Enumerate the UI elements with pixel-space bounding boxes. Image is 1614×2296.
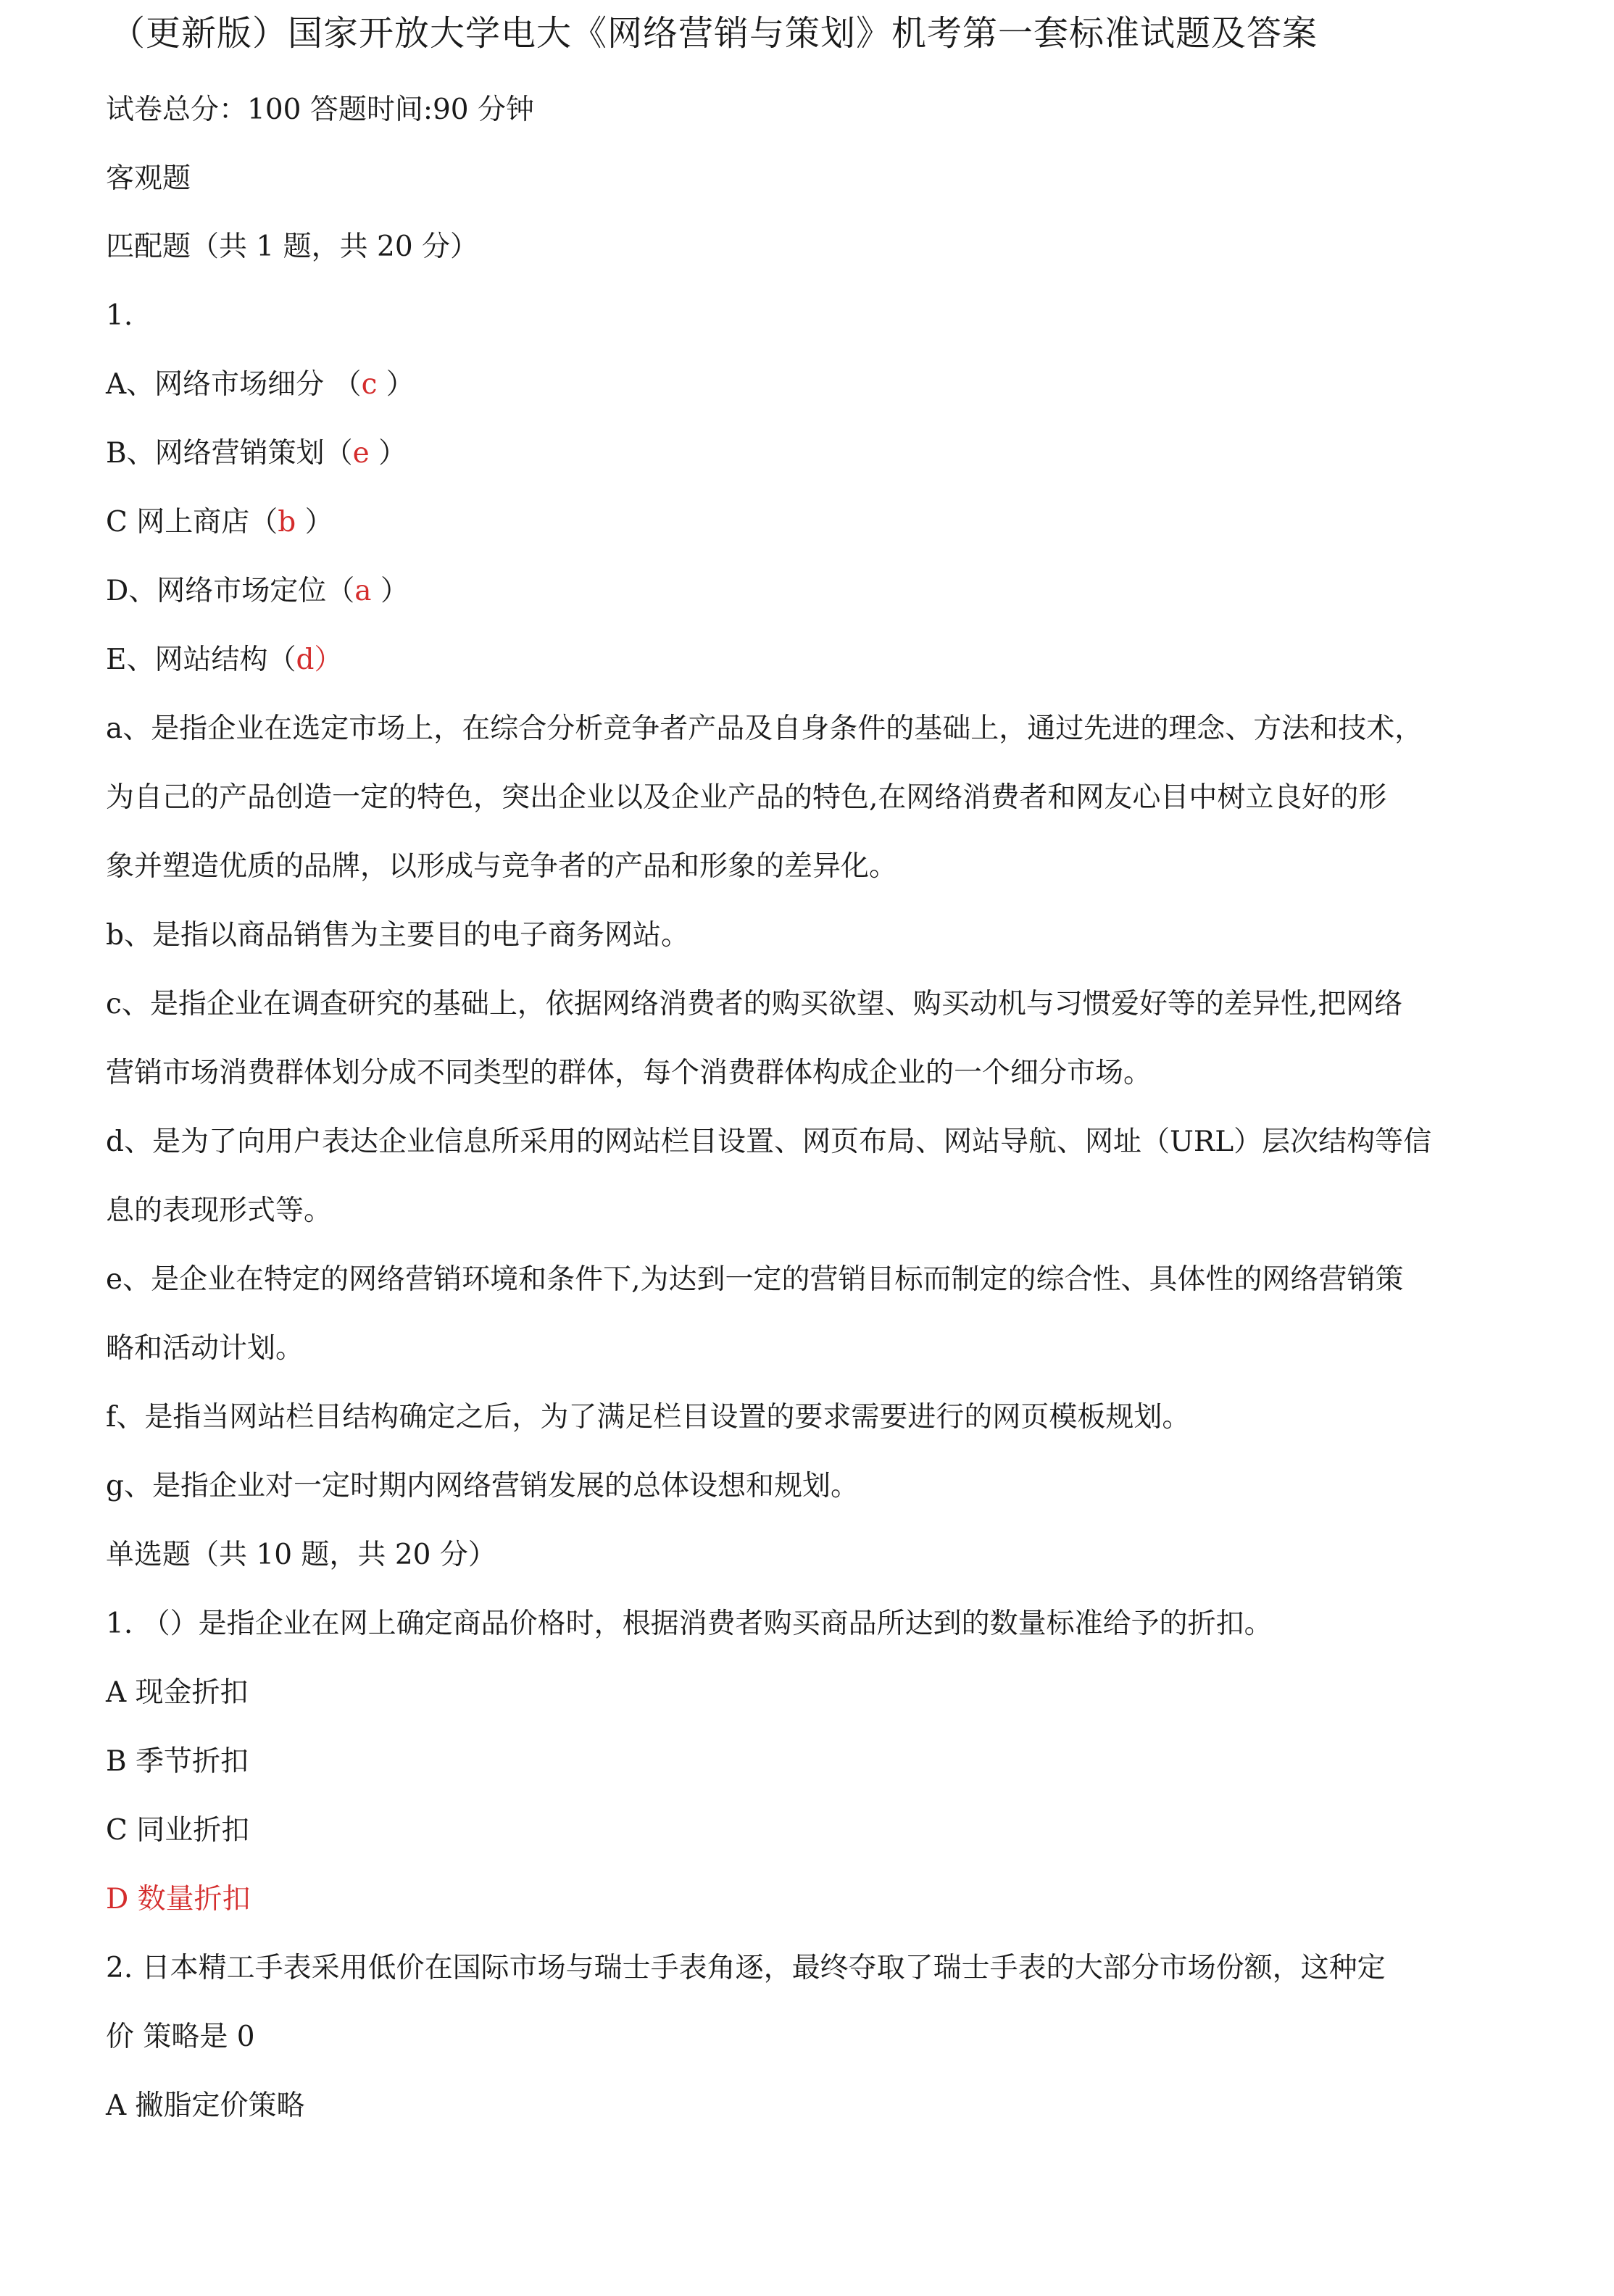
exam-info: 试卷总分：100 答题时间:90 分钟 xyxy=(106,93,534,126)
matching-item-close: ） xyxy=(377,368,415,401)
question-1-option-b: B 季节折扣 xyxy=(106,1745,249,1778)
definition-g: g、是指企业对一定时期内网络营销发展的总体设想和规划。 xyxy=(106,1470,859,1502)
matching-item-b xyxy=(106,433,407,474)
definition-b: b、是指以商品销售为主要目的电子商务网站。 xyxy=(106,919,689,952)
question-1-text: 1. （）是指企业在网上确定商品价格时，根据消费者购买商品所达到的数量标准给予的折扣。 xyxy=(106,1607,1273,1640)
matching-header: 匹配题（共 1 题，共 20 分） xyxy=(106,230,479,263)
definition-c-line: c、是指企业在调查研究的基础上，依据网络消费者的购买欲望、购买动机与习惯爱好等的差异性,把网络 xyxy=(106,988,1403,1020)
matching-item-c xyxy=(106,502,333,543)
matching-answer: d） xyxy=(296,644,343,676)
question-1-option-c: C 同业折扣 xyxy=(106,1814,250,1847)
matching-item-close: ） xyxy=(371,575,409,607)
matching-item-text: B、网络营销策划（ xyxy=(106,437,353,470)
question-2-option-a: A 撇脂定价策略 xyxy=(106,2089,305,2122)
matching-item-close: ） xyxy=(369,437,407,470)
single-choice-header: 单选题（共 10 题，共 20 分） xyxy=(106,1539,496,1571)
matching-item-text: C 网上商店（ xyxy=(106,506,278,538)
question-1-option-a: A 现金折扣 xyxy=(106,1676,249,1709)
matching-answer: a xyxy=(354,575,372,607)
section-objective: 客观题 xyxy=(106,162,191,195)
definition-d-line: 息的表现形式等。 xyxy=(106,1194,333,1227)
definition-a-line: 为自己的产品创造一定的特色，突出企业以及企业产品的特色,在网络消费者和网友心目中树立良好的形 xyxy=(106,781,1387,814)
definition-e-line: e、是企业在特定的网络营销环境和条件下,为达到一定的营销目标而制定的综合性、具体性的网络营销策 xyxy=(106,1263,1404,1296)
definition-c-line: 营销市场消费群体划分成不同类型的群体，每个消费群体构成企业的一个细分市场。 xyxy=(106,1057,1152,1089)
matching-item-text: D、网络市场定位（ xyxy=(106,575,355,607)
matching-item-e xyxy=(106,640,342,681)
matching-item-text: A、网络市场细分 （ xyxy=(106,368,362,401)
page-title: （更新版）国家开放大学电大《网络营销与策划》机考第一套标准试题及答案 xyxy=(110,13,1318,54)
matching-answer: e xyxy=(352,437,370,470)
matching-item-text: E、网站结构（ xyxy=(106,644,296,676)
matching-answer: c xyxy=(361,368,378,401)
question-1-correct-option: D 数量折扣 xyxy=(106,1883,251,1916)
matching-item-d xyxy=(106,571,409,612)
matching-question-number: 1. xyxy=(106,299,133,332)
matching-item-close: ） xyxy=(296,506,333,538)
definition-a-line: 象并塑造优质的品牌，以形成与竞争者的产品和形象的差异化。 xyxy=(106,850,898,883)
question-2-text-line: 2. 日本精工手表采用低价在国际市场与瑞士手表角逐，最终夺取了瑞士手表的大部分市场份额，这种定 xyxy=(106,1952,1386,1984)
definition-e-line: 略和活动计划。 xyxy=(106,1332,304,1365)
definition-d-line: d、是为了向用户表达企业信息所采用的网站栏目设置、网页布局、网站导航、网址（URL）层次结构等信 xyxy=(106,1126,1432,1158)
definition-a-line: a、是指企业在选定市场上，在综合分析竞争者产品及自身条件的基础上，通过先进的理念、方法和技术， xyxy=(106,712,1423,745)
matching-answer: b xyxy=(278,506,296,538)
matching-item-a xyxy=(106,365,415,405)
question-2-text-line: 价 策略是 0 xyxy=(106,2021,255,2053)
definition-f: f、是指当网站栏目结构确定之后，为了满足栏目设置的要求需要进行的网页模板规划。 xyxy=(106,1401,1191,1434)
